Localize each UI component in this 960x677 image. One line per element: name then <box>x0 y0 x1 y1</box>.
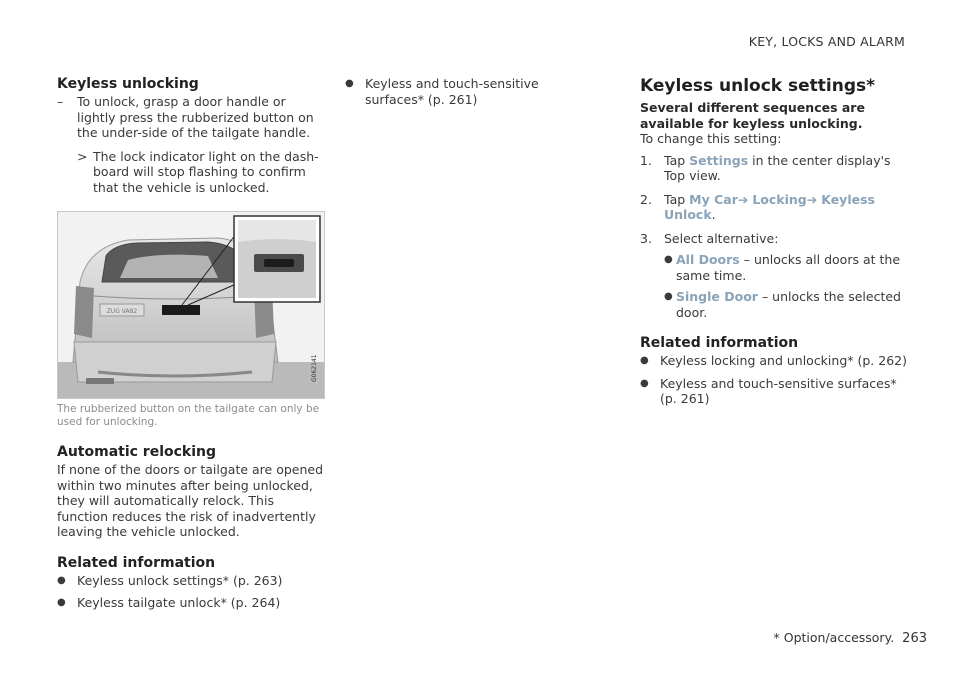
result-item <box>57 149 323 196</box>
settings-link[interactable]: Settings <box>689 152 749 168</box>
step-text: Tap <box>664 191 686 207</box>
related-link[interactable] <box>345 76 595 107</box>
right-column <box>640 76 910 414</box>
alternative-item <box>664 252 910 283</box>
step-number: 1. <box>640 152 652 168</box>
dash-marker: – <box>57 94 64 109</box>
car-rear-illustration <box>58 212 324 398</box>
step-number: 3. <box>640 230 652 246</box>
all-doors-option[interactable]: All Doors <box>676 252 740 267</box>
bullet-icon: ● <box>640 355 649 366</box>
page-number: 263 <box>902 631 927 646</box>
step-text: Tap <box>664 152 686 168</box>
figure-caption: The rubberized button on the tailgate can only be used for unlocking. <box>57 403 320 428</box>
related-link[interactable] <box>57 573 323 589</box>
bullet-icon: ● <box>664 254 673 265</box>
step-1 <box>640 153 910 184</box>
single-door-option[interactable]: Single Door <box>676 289 758 304</box>
related-link-text: Keyless tailgate unlock* (p. 264) <box>77 595 281 610</box>
arrow-right-icon: ➔ <box>737 191 749 207</box>
footnote: * Option/accessory. <box>773 630 895 645</box>
related-link[interactable] <box>640 353 910 369</box>
step-text: To unlock, grasp a door handle or lightly press the rubberized button on the under-side of the tailgate handle. <box>77 94 314 140</box>
plate-label: ZUG VA82 <box>106 308 138 315</box>
alternative-text: – unlocks the selected door. <box>676 289 901 320</box>
section-title: KEY, LOCKS AND ALARM <box>748 34 905 49</box>
bullet-icon: ● <box>640 377 649 389</box>
figure-code: G062141 <box>311 354 318 382</box>
step-text: . <box>711 207 716 222</box>
result-text: The lock indicator light on the dash-board will stop flashing to confirm that the vehicle is unlocked. <box>93 148 319 195</box>
heading-related-information: Related information <box>640 335 799 351</box>
bullet-icon: ● <box>57 597 66 608</box>
related-link[interactable] <box>57 595 323 611</box>
page-footer <box>774 630 927 646</box>
related-link-text: Keyless locking and unlocking* (p. 262) <box>660 353 907 368</box>
heading-automatic-relocking: Automatic relocking <box>57 444 217 460</box>
relocking-text: If none of the doors or tailgate are opened within two minutes after being unlocked, they will automatically relock. This function reduces the risk of inadvertently leaving the vehicle unlocked. <box>57 462 324 539</box>
bullet-icon: ● <box>664 291 673 302</box>
keyless-unlock-link[interactable]: Keyless Unlock <box>664 191 875 222</box>
step-3 <box>640 231 910 247</box>
locking-link[interactable]: Locking <box>752 191 807 207</box>
related-link-text: Keyless unlock settings* (p. 263) <box>77 572 283 588</box>
related-link-text: Keyless and touch-sensitive surfaces* (p. 261) <box>660 375 897 406</box>
step-text: in the center display's Top view. <box>664 152 891 183</box>
middle-column <box>345 76 595 114</box>
tailgate-figure <box>57 211 325 399</box>
heading-keyless-unlocking: Keyless unlocking <box>57 76 199 92</box>
intro-text: Several different sequences are available for keyless unlocking. <box>640 100 865 131</box>
result-marker: > <box>77 148 88 164</box>
alternative-text: – unlocks all doors at the same time. <box>676 252 901 283</box>
heading-related-information: Related information <box>57 554 216 571</box>
bullet-icon: ● <box>57 574 66 586</box>
change-text: To change this setting: <box>640 131 782 146</box>
my-car-link[interactable]: My Car <box>689 191 738 207</box>
bullet-icon: ● <box>345 78 354 89</box>
left-column <box>57 76 323 618</box>
step-number: 2. <box>640 191 652 207</box>
heading-keyless-unlock-settings: Keyless unlock settings* <box>640 76 876 96</box>
related-link[interactable] <box>640 376 910 407</box>
step-item <box>57 94 323 141</box>
alternative-item <box>664 289 910 320</box>
related-link-text: Keyless and touch-sensitive surfaces* (p. 261) <box>365 76 539 107</box>
step-2 <box>640 192 910 223</box>
arrow-right-icon: ➔ <box>806 191 818 207</box>
step-text: Select alternative: <box>664 230 779 246</box>
